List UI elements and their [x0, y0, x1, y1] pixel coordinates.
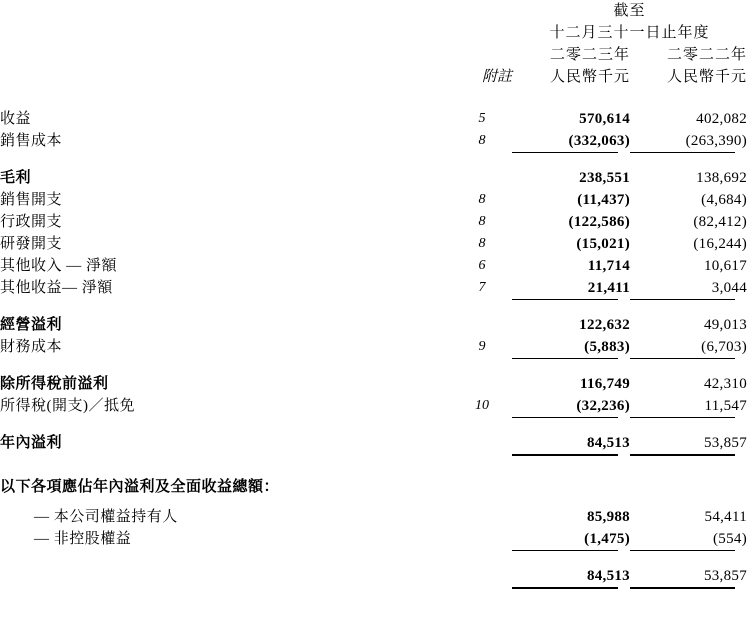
- row-note: [452, 565, 512, 587]
- spacer: [0, 359, 747, 373]
- row-label: — 非控股權益: [34, 531, 132, 547]
- header-unit-prior: 人民幣千元: [667, 69, 747, 85]
- row-value-current: 85,988: [586, 509, 630, 525]
- spacer: [0, 300, 747, 314]
- row-note: 8: [478, 133, 486, 148]
- row-value-current: 84,513: [586, 568, 630, 584]
- row-label: — 本公司權益持有人: [34, 509, 178, 525]
- row-value-current: (1,475): [584, 531, 630, 547]
- row-note: 8: [478, 236, 486, 251]
- row-value-current: 11,714: [587, 258, 630, 274]
- row-value-prior: (16,244): [693, 236, 747, 252]
- table-header-row-period2: [0, 22, 747, 44]
- table-row: [0, 277, 747, 299]
- row-value-current: 21,411: [587, 280, 630, 296]
- row-value-prior: 3,044: [711, 280, 747, 296]
- header-spacer: [0, 0, 452, 22]
- row-label: 收益: [0, 111, 32, 127]
- row-label: 研發開支: [0, 236, 63, 252]
- table-row: [0, 167, 747, 189]
- row-value-prior: (4,684): [701, 192, 747, 208]
- header-spacer-note2: [452, 22, 512, 44]
- table-row: [0, 108, 747, 130]
- row-note: [452, 373, 512, 395]
- row-value-prior: 10,617: [703, 258, 747, 274]
- row-value-prior: 53,857: [703, 435, 747, 451]
- table-row: [0, 395, 747, 417]
- row-note: [452, 167, 512, 189]
- table-header-row-period: [0, 0, 747, 22]
- row-label: 年內溢利: [0, 435, 63, 451]
- row-label: 行政開支: [0, 214, 63, 230]
- row-value-current: 238,551: [579, 170, 630, 186]
- row-value-current: 122,632: [579, 317, 630, 333]
- row-note: 6: [478, 258, 486, 273]
- row-value-current: 570,614: [579, 111, 630, 127]
- allocation-heading-row: [0, 476, 747, 498]
- row-value-prior: 53,857: [703, 568, 747, 584]
- row-note: 5: [478, 111, 486, 126]
- row-value-current: 84,513: [586, 435, 630, 451]
- spacer: [0, 153, 747, 167]
- table-row: [0, 314, 747, 336]
- table-row: [0, 211, 747, 233]
- row-value-prior: 138,692: [696, 170, 747, 186]
- spacer: [0, 551, 747, 565]
- row-note: 8: [478, 214, 486, 229]
- table-row-total: [0, 565, 747, 587]
- row-value-prior: (263,390): [685, 133, 747, 149]
- header-year-current: 二零二三年: [549, 47, 630, 63]
- row-value-prior: 11,547: [704, 398, 747, 414]
- table-header-row-units: [0, 66, 747, 88]
- table-row: [0, 255, 747, 277]
- row-value-prior: 402,082: [696, 111, 747, 127]
- row-value-current: (332,063): [568, 133, 630, 149]
- row-note: 9: [478, 339, 486, 354]
- header-note-label: 附註: [481, 69, 512, 85]
- row-value-prior: 42,310: [703, 376, 747, 392]
- table-row: [0, 373, 747, 395]
- header-unit-current: 人民幣千元: [549, 69, 630, 85]
- row-value-current: (11,437): [577, 192, 630, 208]
- row-note: 10: [475, 398, 489, 413]
- row-value-current: (122,586): [568, 214, 630, 230]
- row-note: [452, 314, 512, 336]
- header-spacer-note: [452, 0, 512, 22]
- row-value-prior: (82,412): [693, 214, 747, 230]
- allocation-heading: 以下各項應佔年內溢利及全面收益總額：: [0, 479, 280, 495]
- row-label: 銷售成本: [0, 133, 63, 149]
- row-label: 除所得稅前溢利: [0, 376, 109, 392]
- header-period-line2: 十二月三十一日止年度: [549, 25, 710, 41]
- rule-current-2: [512, 588, 630, 589]
- row-value-prior: 54,411: [704, 509, 747, 525]
- header-spacer-note3: [452, 44, 512, 66]
- row-value-prior: (554): [713, 531, 747, 547]
- table-header-row-years: [0, 44, 747, 66]
- row-value-current: (15,021): [576, 236, 630, 252]
- row-label: 其他收益— 淨額: [0, 280, 113, 296]
- row-note: [452, 528, 512, 550]
- row-label: 其他收入 — 淨額: [0, 258, 118, 274]
- table-row: [0, 130, 747, 152]
- spacer: [0, 88, 747, 108]
- table-row: [0, 233, 747, 255]
- table-row: [0, 189, 747, 211]
- total-rule-double-bottom-2: [0, 588, 747, 589]
- table-row: [0, 528, 747, 550]
- row-label: 所得稅(開支)／抵免: [0, 398, 135, 414]
- header-spacer4: [0, 66, 452, 88]
- row-value-current: 116,749: [579, 376, 630, 392]
- row-note: [452, 432, 512, 454]
- header-year-prior: 二零二二年: [667, 47, 747, 63]
- row-note: 8: [478, 192, 486, 207]
- header-spacer3: [0, 44, 452, 66]
- row-label: 毛利: [0, 170, 32, 186]
- table-row: [0, 432, 747, 454]
- row-value-prior: 49,013: [703, 317, 747, 333]
- table-row: [0, 506, 747, 528]
- row-note: [452, 506, 512, 528]
- row-label: 經營溢利: [0, 317, 63, 333]
- header-period-line1: 截至: [613, 3, 646, 19]
- header-spacer2: [0, 22, 452, 44]
- row-label-empty: [0, 565, 452, 587]
- row-value-prior: (6,703): [701, 339, 747, 355]
- row-value-current: (32,236): [576, 398, 630, 414]
- table-row: [0, 336, 747, 358]
- rule-prior-2: [630, 588, 747, 589]
- row-value-current: (5,883): [584, 339, 630, 355]
- spacer: [0, 498, 747, 506]
- row-label: 財務成本: [0, 339, 63, 355]
- spacer: [0, 456, 747, 476]
- row-note: 7: [478, 280, 486, 295]
- row-label: 銷售開支: [0, 192, 63, 208]
- spacer: [0, 418, 747, 432]
